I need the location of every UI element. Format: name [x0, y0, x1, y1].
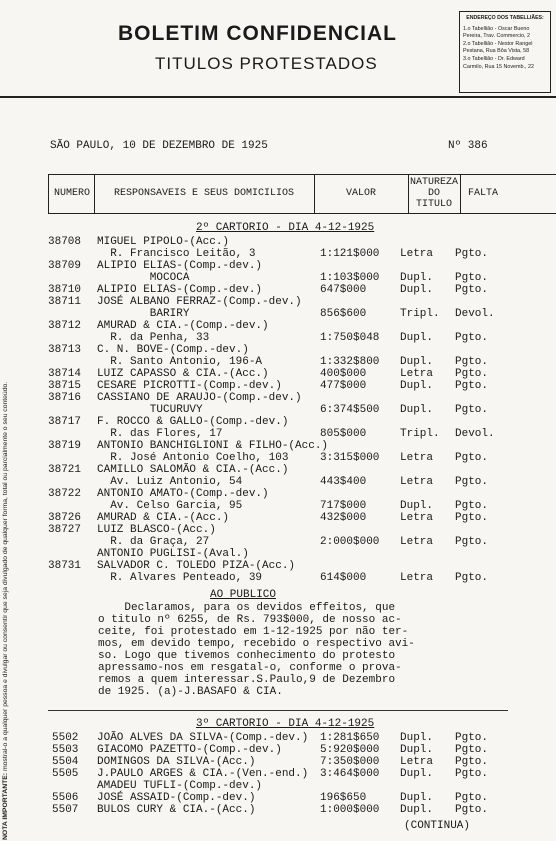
row-responsible: JOSÉ ALBANO FERRAZ-(Comp.-dev.): [97, 296, 302, 308]
row-number: 38710: [48, 284, 82, 296]
notice-text: Declaramos, para os devidos effeitos, que o titulo nº 6255, de Rs. 793$000, de nosso ac- ceite, foi protestado em 1-12-1925 por não ter- mos, em devido tempo, recebido o respectivo avi- so. Logo que tivemos conhecimento do protesto apressamo-nos em resgatal-o, conforme o prova- remos a quem interessar.S.Paulo,9 de Dezembro de 1925. (a)-J.BASAFO & CIA.: [98, 602, 415, 698]
row-responsible: CASSIANO DE ARAUJO-(Comp.-dev.): [97, 392, 302, 404]
row-responsible: Av. Celso Garcia, 95: [97, 500, 243, 512]
row-title-type: Tripl.: [400, 428, 440, 440]
row-title-type: Dupl.: [400, 768, 434, 780]
row-reason: Pgto.: [455, 732, 489, 744]
row-reason: Pgto.: [455, 512, 489, 524]
row-value: 400$000: [320, 368, 367, 380]
row-responsible: ALIPIO ELIAS-(Comp.-dev.): [97, 260, 263, 272]
table-row: [0, 756, 556, 768]
side-note-text: mostral-o a qualquer pessoa e divulgar ou consentir que seja divulgado de qualquer forma, total ou parcialmente o seu conteúdo.: [2, 381, 9, 772]
row-reason: Pgto.: [455, 756, 489, 768]
row-title-type: Letra: [400, 536, 434, 548]
row-number: 38709: [48, 260, 82, 272]
row-responsible: R. Alvares Penteado, 39: [97, 572, 263, 584]
row-responsible: JOÃO ALVES DA SILVA-(Comp.-dev.): [97, 732, 309, 744]
row-value: 1:750$048: [320, 332, 380, 344]
col-falta: FALTA: [467, 188, 498, 199]
row-title-type: Letra: [400, 476, 434, 488]
row-responsible: ANTONIO AMATO-(Comp.-dev.): [97, 488, 269, 500]
table-row: [0, 572, 556, 584]
table-row: [0, 780, 556, 792]
row-reason: Pgto.: [455, 500, 489, 512]
row-responsible: R. Santo Antonio, 196-A: [97, 356, 263, 368]
row-responsible: LUIZ BLASCO-(Acc.): [97, 524, 216, 536]
row-reason: Pgto.: [455, 476, 489, 488]
row-value: 196$650: [320, 792, 367, 804]
row-number: 38721: [48, 464, 82, 476]
table-row: [0, 768, 556, 780]
date-line: SÃO PAULO, 10 DE DEZEMBRO DE 1925: [50, 140, 268, 152]
row-title-type: Dupl.: [400, 332, 434, 344]
row-reason: Pgto.: [455, 536, 489, 548]
table-row: [0, 488, 556, 500]
row-responsible: BULOS CURY & CIA.-(Acc.): [97, 804, 256, 816]
row-number: 38726: [48, 512, 82, 524]
row-responsible: C. N. BOVE-(Comp.-dev.): [97, 344, 249, 356]
section-2-rows: [0, 732, 556, 822]
row-value: 477$000: [320, 380, 367, 392]
row-number: 5504: [52, 756, 79, 768]
row-value: 5:920$000: [320, 744, 380, 756]
row-value: 6:374$500: [320, 404, 380, 416]
row-reason: Devol.: [455, 428, 495, 440]
row-responsible: AMADEU TUFLI-(Comp.-dev.): [97, 780, 263, 792]
section-title: 3º CARTORIO - DIA 4-12-1925: [196, 718, 375, 730]
table-row: [0, 308, 556, 320]
row-responsible: LUIZ CAPASSO & CIA.-(Acc.): [97, 368, 269, 380]
row-title-type: Dupl.: [400, 380, 434, 392]
table-row: [0, 524, 556, 536]
row-title-type: Letra: [400, 368, 434, 380]
table-row: [0, 416, 556, 428]
bulletin-number: Nº 386: [448, 140, 488, 152]
row-title-type: Dupl.: [400, 356, 434, 368]
row-responsible: Av. Luiz Antonio, 54: [97, 476, 243, 488]
header-divider: [0, 96, 556, 98]
table-row: [0, 452, 556, 464]
address-box: [459, 11, 551, 93]
table-row: [0, 248, 556, 260]
row-number: 5507: [52, 804, 79, 816]
table-row: [0, 804, 556, 816]
table-row: [0, 500, 556, 512]
table-row: [0, 284, 556, 296]
row-responsible: R. das Flores, 17: [97, 428, 223, 440]
table-row: [0, 368, 556, 380]
row-reason: Pgto.: [455, 792, 489, 804]
row-number: 38722: [48, 488, 82, 500]
row-number: 38712: [48, 320, 82, 332]
row-title-type: Dupl.: [400, 500, 434, 512]
section-divider: [48, 710, 508, 711]
row-value: 7:350$000: [320, 756, 380, 768]
row-title-type: Dupl.: [400, 272, 434, 284]
col-responsaveis: RESPONSAVEIS E SEUS DOMICILIOS: [113, 188, 295, 199]
row-value: 647$000: [320, 284, 367, 296]
table-row: [0, 560, 556, 572]
row-title-type: Tripl.: [400, 308, 440, 320]
row-responsible: J.PAULO ARGES & CIA.-(Ven.-end.): [97, 768, 309, 780]
address-line: 1.o Tabellião - Oscar Bueno: [463, 25, 530, 32]
address-line: Carmilo, Rua 15 Novemb., 22: [463, 63, 535, 70]
table-header: [48, 174, 556, 214]
row-number: 38711: [48, 296, 82, 308]
row-title-type: Letra: [400, 248, 434, 260]
table-row: [0, 380, 556, 392]
row-responsible: ALIPIO ELIAS-(Comp.-dev.): [97, 284, 263, 296]
notice-title: AO PUBLICO: [210, 589, 277, 601]
row-number: 38708: [48, 236, 82, 248]
row-value: 805$000: [320, 428, 367, 440]
row-responsible: JOSÉ ASSAID-(Comp.-dev.): [97, 792, 256, 804]
row-number: 5503: [52, 744, 79, 756]
row-value: 432$000: [320, 512, 367, 524]
address-line: Pestana, Rua Bôa Vista, 58: [463, 48, 530, 55]
row-number: 38719: [48, 440, 82, 452]
table-row: [0, 356, 556, 368]
table-row: [0, 536, 556, 548]
table-row: [0, 260, 556, 272]
table-row: [0, 296, 556, 308]
row-number: 38714: [48, 368, 82, 380]
row-reason: Pgto.: [455, 452, 489, 464]
row-value: 614$000: [320, 572, 367, 584]
row-responsible: AMURAD & CIA.-(Comp.-dev.): [97, 320, 269, 332]
row-value: 1:281$650: [320, 732, 380, 744]
row-title-type: Dupl.: [400, 804, 434, 816]
table-row: [0, 272, 556, 284]
row-responsible: MOCOCA: [97, 272, 190, 284]
row-responsible: TUCURUVY: [97, 404, 203, 416]
table-row: [0, 732, 556, 744]
row-responsible: CESARE PICROTTI-(Comp.-dev.): [97, 380, 282, 392]
row-responsible: R. da Graça, 27: [97, 536, 210, 548]
row-responsible: AMURAD & CIA.-(Acc.): [97, 512, 230, 524]
col-valor: VALOR: [345, 188, 376, 199]
row-responsible: R. José Antonio Coelho, 103: [97, 452, 289, 464]
col-natureza: NATUREZA DO TITULO: [409, 177, 458, 210]
row-reason: Devol.: [455, 308, 495, 320]
row-reason: Pgto.: [455, 768, 489, 780]
section-title: 2º CARTORIO - DIA 4-12-1925: [196, 222, 375, 234]
row-number: 38731: [48, 560, 82, 572]
table-row: [0, 476, 556, 488]
row-value: 3:315$000: [320, 452, 380, 464]
row-responsible: BARIRY: [97, 308, 190, 320]
address-line: Pereira, Trav. Commercio, 2: [463, 33, 531, 40]
table-row: [0, 440, 556, 452]
side-note-bold: NOTA IMPORTANTE:: [2, 772, 9, 840]
row-value: 717$000: [320, 500, 367, 512]
page-subtitle: TITULOS PROTESTADOS: [155, 54, 378, 73]
row-number: 38727: [48, 524, 82, 536]
address-line: 3.o Tabellião - Dr. Edward: [463, 55, 525, 62]
row-reason: Pgto.: [455, 356, 489, 368]
table-row: [0, 744, 556, 756]
table-row: [0, 332, 556, 344]
table-row: [0, 392, 556, 404]
row-value: 1:103$000: [320, 272, 380, 284]
row-title-type: Letra: [400, 452, 434, 464]
row-title-type: Dupl.: [400, 732, 434, 744]
col-numero: NUMERO: [53, 188, 90, 199]
row-title-type: Letra: [400, 756, 434, 768]
page-title: BOLETIM CONFIDENCIAL: [118, 22, 397, 45]
row-number: 5502: [52, 732, 79, 744]
row-title-type: Dupl.: [400, 792, 434, 804]
row-number: 5506: [52, 792, 79, 804]
row-title-type: Dupl.: [400, 404, 434, 416]
table-row: [0, 320, 556, 332]
table-row: [0, 512, 556, 524]
table-row: [0, 344, 556, 356]
section-1-rows: [0, 236, 556, 586]
row-value: 2:000$000: [320, 536, 380, 548]
row-reason: Pgto.: [455, 804, 489, 816]
row-responsible: ANTONIO PUGLISI-(Aval.): [97, 548, 249, 560]
row-responsible: SALVADOR C. TOLEDO PIZA-(Acc.): [97, 560, 296, 572]
row-reason: Pgto.: [455, 248, 489, 260]
row-value: 1:000$000: [320, 804, 380, 816]
row-title-type: Letra: [400, 572, 434, 584]
address-box-heading: ENDEREÇO DOS TABELLIÃES:: [466, 15, 544, 21]
row-responsible: CAMILLO SALOMÃO & CIA.-(Acc.): [97, 464, 289, 476]
row-number: 5505: [52, 768, 79, 780]
row-number: 38716: [48, 392, 82, 404]
row-value: 443$400: [320, 476, 367, 488]
row-reason: Pgto.: [455, 572, 489, 584]
row-reason: Pgto.: [455, 284, 489, 296]
table-row: [0, 464, 556, 476]
table-row: [0, 792, 556, 804]
row-reason: Pgto.: [455, 272, 489, 284]
row-responsible: R. da Penha, 33: [97, 332, 210, 344]
row-reason: Pgto.: [455, 368, 489, 380]
row-responsible: DOMINGOS DA SILVA-(Acc.): [97, 756, 256, 768]
row-responsible: R. Francisco Leitão, 3: [97, 248, 256, 260]
table-row: [0, 236, 556, 248]
row-number: 38717: [48, 416, 82, 428]
row-value: 3:464$000: [320, 768, 380, 780]
row-responsible: GIACOMO PAZETTO-(Comp.-dev.): [97, 744, 282, 756]
row-responsible: F. ROCCO & GALLO-(Comp.-dev.): [97, 416, 289, 428]
address-line: 2.o Tabellião - Nestor Rangel: [463, 40, 533, 47]
row-responsible: ANTONIO BANCHIGLIONI & FILHO-(Acc.): [97, 440, 329, 452]
table-row: [0, 404, 556, 416]
table-row: [0, 548, 556, 560]
row-reason: Pgto.: [455, 380, 489, 392]
row-value: 856$600: [320, 308, 367, 320]
row-title-type: Dupl.: [400, 284, 434, 296]
row-value: 1:121$000: [320, 248, 380, 260]
row-reason: Pgto.: [455, 332, 489, 344]
row-reason: Pgto.: [455, 744, 489, 756]
row-title-type: Dupl.: [400, 744, 434, 756]
row-responsible: MIGUEL PIPOLO-(Acc.): [97, 236, 230, 248]
table-row: [0, 428, 556, 440]
row-value: 1:332$800: [320, 356, 380, 368]
row-reason: Pgto.: [455, 404, 489, 416]
row-number: 38713: [48, 344, 82, 356]
row-number: 38715: [48, 380, 82, 392]
row-title-type: Letra: [400, 512, 434, 524]
continued-note: (CONTINUA): [404, 820, 471, 832]
